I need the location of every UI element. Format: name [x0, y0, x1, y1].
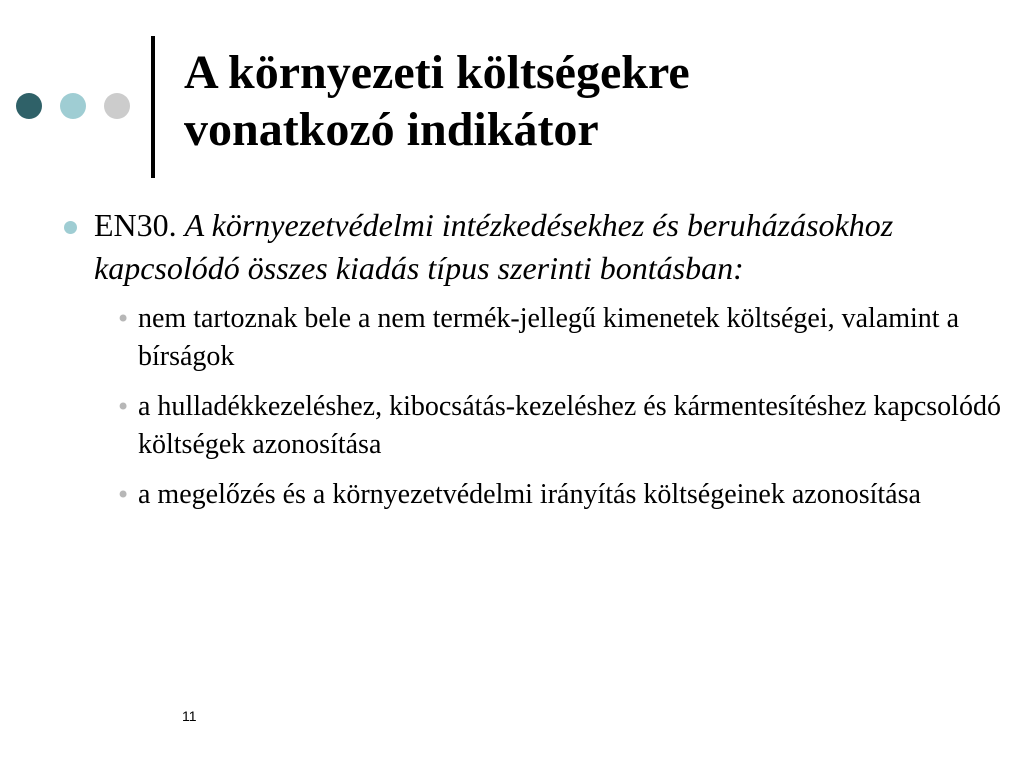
round-bullet-icon — [64, 221, 77, 234]
dark-teal-dot — [16, 93, 42, 119]
indicator-description: A környezetvédelmi intézkedésekhez és beruházásokhoz kapcsolódó összes kiadás típus szerinti bontásban: — [94, 207, 894, 286]
decorative-dots — [16, 93, 136, 123]
main-bullet-item — [64, 204, 1004, 290]
light-teal-dot — [60, 93, 86, 119]
indicator-code: EN30. — [94, 207, 185, 243]
sub-bullet-item — [116, 476, 1004, 514]
slide-title-line-1: A környezeti költségekre — [184, 46, 690, 99]
sub-bullet-item — [116, 388, 1004, 464]
small-bullet-icon: • — [116, 305, 131, 333]
small-bullet-icon: • — [116, 393, 131, 421]
sub-bullet-text: a hulladékkezeléshez, kibocsátás-kezeléshez és kármentesítéshez kapcsolódó költségek azonosítása — [138, 391, 1001, 460]
small-bullet-icon: • — [116, 481, 131, 509]
sub-bullet-list — [64, 300, 1004, 514]
slide-body — [64, 204, 1004, 526]
title-divider-bar — [151, 36, 155, 178]
sub-bullet-text: a megelőzés és a környezetvédelmi irányítás költségeinek azonosítása — [138, 479, 921, 510]
page-number: 11 — [182, 708, 197, 724]
slide-title-line-2: vonatkozó indikátor — [184, 103, 599, 156]
sub-bullet-text: nem tartoznak bele a nem termék-jellegű kimenetek költségei, valamint a bírságok — [138, 303, 960, 372]
slide-title — [184, 44, 690, 158]
gray-dot — [104, 93, 130, 119]
sub-bullet-item — [116, 300, 1004, 376]
